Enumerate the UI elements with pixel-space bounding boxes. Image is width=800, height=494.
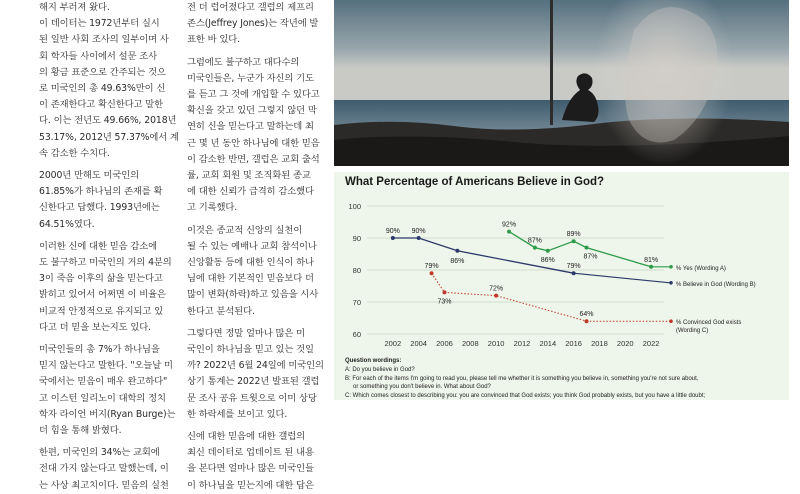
data-label: 64% [579,311,594,319]
article-line: 도 불구하고 미국인의 거의 4분의 [39,257,172,269]
article-line: 그렇다면 정말 얼마나 많은 미 [187,327,305,339]
data-label: 81% [644,256,659,264]
article-line: 다. 이는 전년도 49.66%, 2018년 [39,115,177,127]
x-tick-label: 2010 [487,339,505,348]
data-label: 92% [502,221,517,229]
x-tick-label: 2016 [565,339,582,348]
article-line: 국인이 하나님을 믿고 있는 것일 [187,344,314,356]
y-tick-label: 90 [352,234,361,243]
data-point [533,246,537,250]
series-line [393,238,574,273]
data-label: 79% [424,263,439,271]
article-line: 한편, 미국인의 34%는 교회에 [39,447,160,459]
data-point [585,246,589,250]
article-line: 연히 신을 믿는다고 말하는데 최 [187,121,314,133]
article-line: 전 더 럽어졌다고 갤럽의 제프리 [187,2,314,13]
data-point [391,236,395,240]
article-line: 신앙활동 등에 대한 인식이 하나 [187,257,314,269]
article-line: 이 하나님을 믿는지에 대한 답은 [187,479,314,491]
legend-marker [669,319,673,323]
x-tick-label: 2014 [539,339,557,348]
data-label: 79% [566,263,581,271]
article-line: 률, 교회 회원 및 조직화된 종교 [187,170,311,182]
legend-leader [574,273,670,283]
data-point [546,249,550,253]
article-line: 확신을 갖고 있던 그렇지 않던 막 [187,105,317,117]
article-line: 61.85%가 하나님의 존재를 확 [39,186,163,198]
data-point [430,271,434,275]
legend-label: % Yes (Wording A) [676,265,726,272]
data-point [572,239,576,243]
legend-marker [669,265,673,269]
believe-in-god-line-chart [334,194,789,384]
x-tick-label: 2008 [461,339,479,348]
article-line: 는 사상 최고치이다. 믿음의 실천 [39,479,169,491]
article-line: 미국인들의 총 7%가 하나님을 [39,344,160,356]
question-wording-b-cont: or something you don't believe in. What about God? [353,384,491,390]
data-label: 89% [566,231,581,239]
x-tick-label: 2022 [642,339,660,348]
article-line: 를 듣고 그 것에 개입할 수 있다고 [187,89,320,101]
question-wordings-heading: Question wordings: [345,358,402,364]
x-tick-label: 2018 [591,339,608,348]
article-line: 학자 라이언 버지(Ryan Burge)는 [39,408,176,420]
data-label: 90% [385,228,400,235]
data-point [442,290,446,294]
article-line: 문 조사 공유 트윗으로 이미 상당 [187,392,317,404]
data-label: 87% [527,237,542,245]
article-line: 을 본다면 얼마나 많은 미국인들 [187,463,314,475]
article-line: 비교적 안정적으로 유지되고 있 [39,305,164,317]
data-label: 87% [583,253,598,261]
article-column-middle [187,0,324,491]
article-photo [334,0,789,166]
article-line: 이러한 신에 대한 믿음 감소에 [39,240,157,252]
article-line: 신한다고 답했다. 1993년에는 [39,202,160,214]
series-line [432,273,587,321]
data-point [494,294,498,298]
article-line: 존스(Jeffrey Jones)는 작년에 발 [187,18,319,30]
article-line: 전대 가지 않는다고 말했는데, 이 [39,463,169,475]
article-line: 한 하락세를 보이고 있다. [187,408,288,420]
article-line: 국에서는 믿음이 매우 완고하다" [39,376,168,388]
article-line: 고 이스턴 일리노이 대학의 정치 [39,392,166,404]
article-line: 한다고 분석된다. [187,305,255,317]
photo-illustration [334,0,789,166]
x-tick-label: 2012 [513,339,531,348]
article-line: 이 감소한 반면, 갤럽은 교회 출석 [187,153,320,165]
data-point [417,236,421,240]
article-line: 고 기록했다. [187,202,238,214]
x-tick-label: 2004 [410,339,427,348]
data-label: 90% [411,228,426,235]
question-wording-a: A: Do you believe in God? [345,367,415,373]
article-line: 님에 대한 기본적인 믿음보다 더 [187,273,314,285]
x-tick-label: 2002 [384,339,402,348]
legend-label: % Believe in God (Wording B) [676,281,756,288]
article-line: 그럼에도 불구하고 대다수의 [187,56,300,68]
article-line: 이 데이터는 1972년부터 실시 [39,18,160,30]
article-line: 속 감소한 수치다. [39,147,110,159]
article-line: 다고 더 믿을 보는지도 있다. [39,321,151,333]
data-point [507,230,511,234]
article-line: 의 황금 표준으로 간주되는 것으 [39,66,166,78]
article-line: 이 존재한다고 확신한다고 말한 [39,99,164,111]
article-line: 3이 죽음 이후의 삶을 믿는다고 [39,273,163,285]
article-line: 믿지 않는다고 말한다. "오늘날 미 [39,360,173,372]
x-tick-label: 2020 [616,339,634,348]
question-wording-c: C: Which comes closest to describing you: you are convinced that God exists; you think God probably exists, but you have a little doubt; [345,393,706,399]
article-line: 64.51%였다. [39,218,95,230]
chart-title: What Percentage of Americans Believe in God? [345,176,605,188]
article-line: 회 학자들 사이에서 설문 조사 [39,50,157,62]
article-column-left [39,0,179,491]
data-label: 73% [437,298,452,306]
article-line: 53.17%, 2012년 57.37%에서 계 [39,131,179,143]
article-line: 해지 부러져 왔다. [39,2,110,13]
y-tick-label: 100 [348,202,361,211]
article-line: 로 미국인의 총 49.63%만이 신 [39,83,166,95]
data-label: 72% [489,285,504,293]
article-line: 밝히고 있어서 어쩌면 이 비율은 [39,289,166,301]
question-wording-b: B: For each of the items I'm going to read you, please tell me whether it is something you believe in, something you're not sure about, [345,376,699,382]
legend-label: % Convinced God exists [676,320,742,327]
article-line: 된 일반 사회 조사의 일부이며 사 [39,34,169,46]
y-tick-label: 80 [352,266,361,275]
data-label: 86% [540,256,555,264]
legend-label: (Wording C) [676,328,709,335]
data-label: 86% [450,257,465,265]
article-line: 신에 대한 믿음에 대한 갤럽의 [187,431,305,443]
article-line: 까? 2022년 6월 24일에 미국인의 [187,360,324,372]
article-line: 미국인들은, 누군가 자신의 기도 [187,72,314,84]
article-line: 상기 통계는 2022년 발표된 갤럽 [187,376,320,388]
article-line: 더 힘을 통해 밝혔다. [39,425,122,437]
x-tick-label: 2006 [436,339,453,348]
article-line: 이것은 종교적 신앙의 실천이 [187,224,303,236]
data-point [455,249,459,253]
article-line: 될 수 있는 예배나 교회 참석이나 [187,240,317,252]
article-line: 최신 데이터로 업데이트 된 내용 [187,447,314,459]
article-line: 근 몇 년 동안 하나님에 대한 믿음 [187,137,320,149]
article-line: 표한 바 있다. [187,34,240,46]
y-tick-label: 60 [352,330,361,339]
article-line: 에 대한 신뢰가 급격히 감소했다 [187,186,314,198]
article-line: 많이 변화(하락)하고 있음을 시사 [187,289,319,301]
article-line: 2000년 만해도 미국인의 [39,170,140,182]
y-tick-label: 70 [352,298,361,307]
chart-panel [334,172,789,400]
legend-marker [669,281,673,285]
